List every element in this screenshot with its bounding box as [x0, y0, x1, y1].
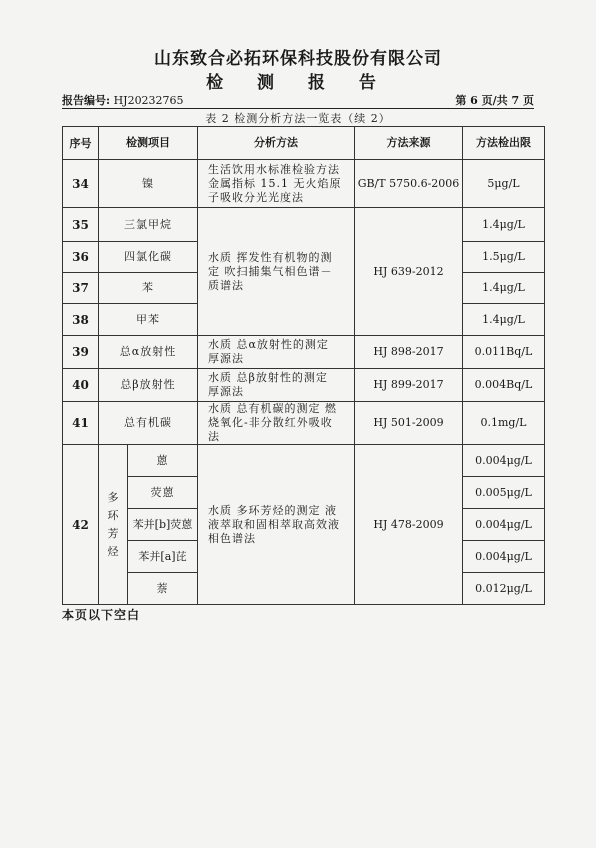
row-number: 35 [63, 208, 99, 242]
table-row [63, 336, 545, 369]
row-limit: 1.5μg/L [463, 242, 545, 273]
header-limit: 方法检出限 [463, 127, 545, 160]
row-limit: 0.012μg/L [463, 573, 545, 605]
row-method: 水质 总α放射性的测定 厚源法 [198, 336, 355, 369]
row-item: 荧蒽 [128, 477, 198, 509]
row-limit: 1.4μg/L [463, 304, 545, 336]
table-caption: 表 2 检测分析方法一览表（续 2） [205, 112, 391, 125]
pah-group-label: 多环芳烃 [107, 490, 119, 558]
row-item: 萘 [128, 573, 198, 605]
report-info-line [62, 92, 534, 109]
row-item: 苯并[a]芘 [128, 541, 198, 573]
pah-source: HJ 478-2009 [355, 445, 463, 605]
row-item: 总β放射性 [99, 369, 198, 402]
table-row [63, 445, 545, 477]
row-method: 水质 总有机碳的测定 燃烧氧化-非分散红外吸收法 [198, 402, 355, 445]
row-number: 42 [63, 445, 99, 605]
page-indicator: 第 6 页/共 7 页 [455, 94, 534, 107]
row-source: GB/T 5750.6-2006 [355, 160, 463, 208]
row-item: 苯 [99, 273, 198, 304]
row-item: 苯并[b]荧蒽 [128, 509, 198, 541]
report-number-label: 报告编号: [62, 94, 111, 107]
row-limit: 1.4μg/L [463, 273, 545, 304]
blank-below-note: 本页以下空白 [62, 608, 141, 622]
row-limit: 0.004Bq/L [463, 369, 545, 402]
row-method: 水质 总β放射性的测定 厚源法 [198, 369, 355, 402]
row-number: 39 [63, 336, 99, 369]
row-limit: 1.4μg/L [463, 208, 545, 242]
methods-table [62, 126, 545, 605]
row-method: 生活饮用水标准检验方法 金属指标 15.1 无火焰原子吸收分光光度法 [198, 160, 355, 208]
row-source: HJ 501-2009 [355, 402, 463, 445]
row-number: 37 [63, 273, 99, 304]
header-seq: 序号 [63, 127, 99, 160]
row-source: HJ 898-2017 [355, 336, 463, 369]
row-source: HJ 899-2017 [355, 369, 463, 402]
row-number: 34 [63, 160, 99, 208]
header-method: 分析方法 [198, 127, 355, 160]
row-limit: 0.004μg/L [463, 509, 545, 541]
row-item: 镍 [99, 160, 198, 208]
row-number: 41 [63, 402, 99, 445]
header-source: 方法来源 [355, 127, 463, 160]
row-item: 总α放射性 [99, 336, 198, 369]
voc-method: 水质 挥发性有机物的测定 吹扫捕集气相色谱－质谱法 [198, 208, 355, 336]
pah-method: 水质 多环芳烃的测定 液液萃取和固相萃取高效液相色谱法 [198, 445, 355, 605]
row-item: 蒽 [128, 445, 198, 477]
report-number-value: HJ20232765 [113, 94, 184, 107]
table-row [63, 160, 545, 208]
voc-source: HJ 639-2012 [355, 208, 463, 336]
row-limit: 5μg/L [463, 160, 545, 208]
report-number [62, 92, 184, 108]
row-limit: 0.1mg/L [463, 402, 545, 445]
row-number: 36 [63, 242, 99, 273]
row-item: 三氯甲烷 [99, 208, 198, 242]
row-number: 40 [63, 369, 99, 402]
row-number: 38 [63, 304, 99, 336]
document-title: 检 测 报 告 [206, 73, 390, 93]
company-name: 山东致合必拓环保科技股份有限公司 [154, 49, 442, 69]
row-limit: 0.005μg/L [463, 477, 545, 509]
table-row [63, 208, 545, 242]
row-limit: 0.004μg/L [463, 541, 545, 573]
row-item: 四氯化碳 [99, 242, 198, 273]
row-limit: 0.004μg/L [463, 445, 545, 477]
row-item: 总有机碳 [99, 402, 198, 445]
table-row [63, 402, 545, 445]
row-item: 甲苯 [99, 304, 198, 336]
table-row [63, 369, 545, 402]
row-limit: 0.011Bq/L [463, 336, 545, 369]
table-header-row [63, 127, 545, 160]
pah-group-cell [99, 445, 128, 605]
header-item: 检测项目 [99, 127, 198, 160]
